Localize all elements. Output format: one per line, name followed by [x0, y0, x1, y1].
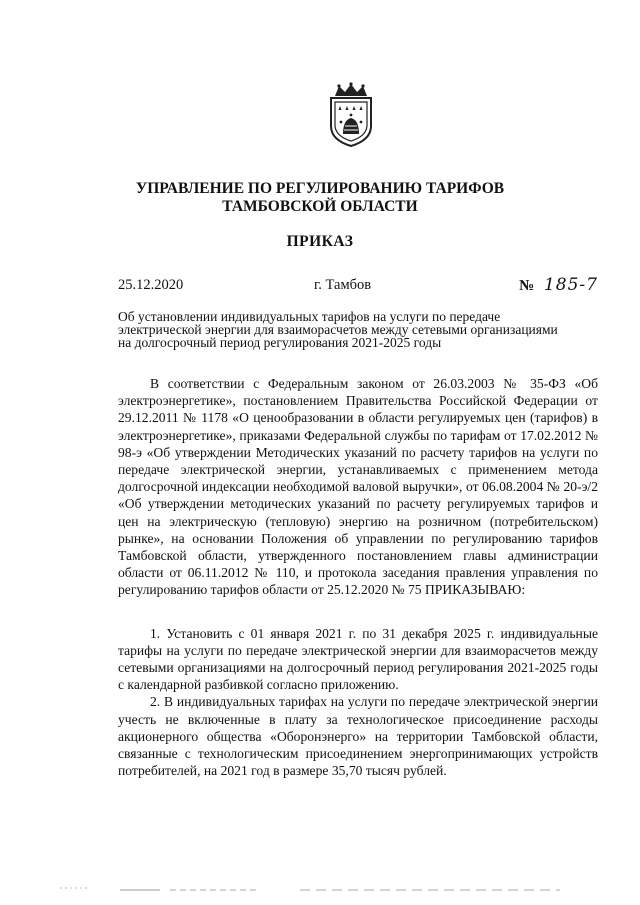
subject-line2: электрической энергии для взаиморасчетов между сетевыми организациями — [118, 322, 558, 337]
document-number — [519, 275, 598, 295]
document-date: 25.12.2020 — [118, 277, 184, 293]
document-subject — [118, 310, 598, 349]
document-city: г. Тамбов — [314, 277, 372, 293]
organization-name-line2: ТАМБОВСКОЙ ОБЛАСТИ — [222, 198, 418, 215]
order-item-1: 1. Установить с 01 января 2021 г. по 31 декабря 2025 г. индивидуальные тарифы на услуги по передаче электрической энергии для взаиморасчетов между сетевыми организациями на долгосрочный период регулирования 2021-2025 годы с календарной разбивкой согласно приложению. — [118, 625, 598, 693]
order-item-2: 2. В индивидуальных тарифах на услуги по передаче электрической энергии учесть не включенные в плату за технологическое присоединение расходы акционерного общества «Оборонэнерго» на территории Тамбовской области, связанные с технологическим присоединением энергопринимающих устройств потребителей, на 2021 год в размере 35,70 тысяч рублей. — [118, 694, 598, 779]
document-number-label: № — [519, 278, 535, 294]
document-type-title: ПРИКАЗ — [286, 233, 354, 250]
document-meta-row — [118, 277, 598, 299]
preamble-paragraph: В соответствии с Федеральным законом от 26.03.2003 № 35-ФЗ «Об электроэнергетике», постановлением Правительства Российской Федерации от 29.12.2011 № 1178 «О ценообразовании в области регулируемых цен (тарифов) в электроэнергетике», приказами Федеральной службы по тарифам от 17.02.2012 № 98-э «Об утверждении Методических указаний по расчету тарифов на услуги по передаче электрической энергии, устанавливаемых с применением метода долгосрочной индексации необходимой валовой выручки», от 06.08.2004 № 20-э/2 «Об утверждении методических указаний по расчету регулируемых тарифов и цен на электрическую (тепловую) энергию на розничном (потребительском) рынке», на основании Положения об управлении по регулированию тарифов Тамбовской области, утвержденного постановлением главы администрации области от 06.11.2012 № 110, и протокола заседания правления управления по регулированию тарифов области от 25.12.2020 № 75 ПРИКАЗЫВАЮ: — [118, 376, 598, 598]
subject-line1: Об установлении индивидуальных тарифов на услуги по передаче — [118, 309, 501, 324]
scan-artifact-marks — [0, 880, 640, 900]
document-body — [118, 375, 598, 779]
organization-name — [0, 180, 640, 216]
document-number-handwritten: 185-7 — [543, 275, 598, 295]
organization-name-line1: УПРАВЛЕНИЕ ПО РЕГУЛИРОВАНИЮ ТАРИФОВ — [135, 180, 505, 197]
coat-of-arms-tambov-icon — [325, 82, 377, 148]
subject-line3: на долгосрочный период регулирования 2021-2025 годы — [118, 335, 442, 350]
